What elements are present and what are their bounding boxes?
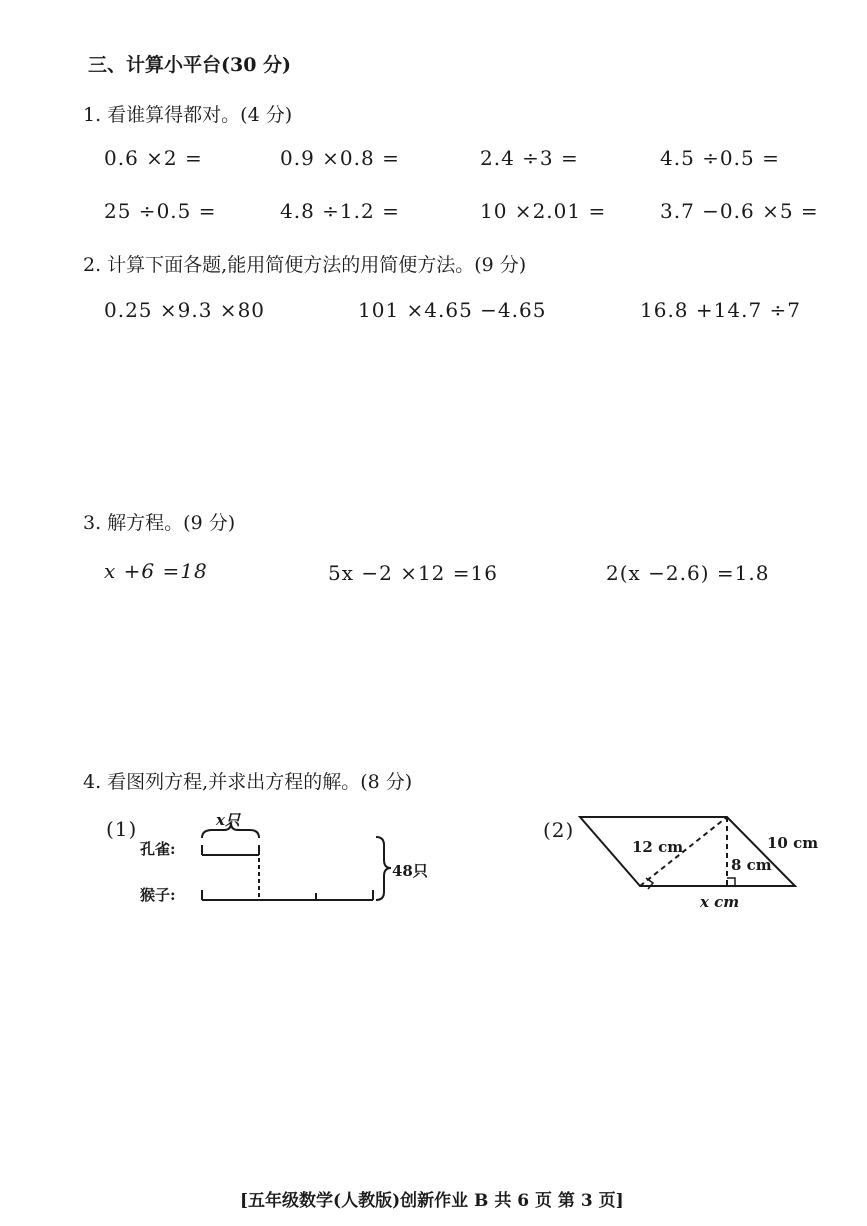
diagonal-label: 12 cm — [632, 838, 684, 856]
peacock-label: 孔雀: — [140, 840, 176, 858]
brace-right-label: 48只 — [392, 862, 428, 880]
page-footer: [五年级数学(人教版)创新作业 B 共 6 页 第 3 页] — [240, 1191, 624, 1211]
section-title: 三、计算小平台(30 分) — [88, 54, 292, 76]
q3-item: 5x −2 ×12 =16 — [328, 561, 498, 585]
q1-item: 25 ÷0.5 = — [104, 199, 217, 223]
q2-item: 0.25 ×9.3 ×80 — [104, 298, 266, 322]
q1-item: 2.4 ÷3 = — [480, 146, 579, 170]
question-4-title: 4. 看图列方程,并求出方程的解。(8 分) — [83, 771, 413, 793]
q3-item: x +6 =18 — [104, 559, 208, 583]
base-label: x cm — [700, 893, 740, 911]
q3-item: 2(x −2.6) =1.8 — [606, 561, 770, 585]
brace-top-label: x只 — [216, 811, 240, 829]
q2-item: 101 ×4.65 −4.65 — [358, 298, 547, 322]
q1-item: 0.6 ×2 = — [104, 146, 203, 170]
q1-item: 10 ×2.01 = — [480, 199, 607, 223]
q1-item: 4.5 ÷0.5 = — [660, 146, 780, 170]
question-2-title: 2. 计算下面各题,能用简便方法的用简便方法。(9 分) — [83, 254, 527, 276]
side-label: 10 cm — [767, 834, 819, 852]
figure-2-label: (2) — [543, 818, 575, 842]
q1-item: 0.9 ×0.8 = — [280, 146, 400, 170]
q1-item: 4.8 ÷1.2 = — [280, 199, 400, 223]
question-3-title: 3. 解方程。(9 分) — [83, 512, 236, 534]
monkey-label: 猴子: — [140, 886, 176, 904]
question-1-title: 1. 看谁算得都对。(4 分) — [83, 104, 293, 126]
q2-item: 16.8 +14.7 ÷7 — [640, 298, 802, 322]
figure-1-label: (1) — [106, 817, 138, 841]
q1-item: 3.7 −0.6 ×5 = — [660, 199, 819, 223]
height-label: 8 cm — [731, 856, 772, 874]
